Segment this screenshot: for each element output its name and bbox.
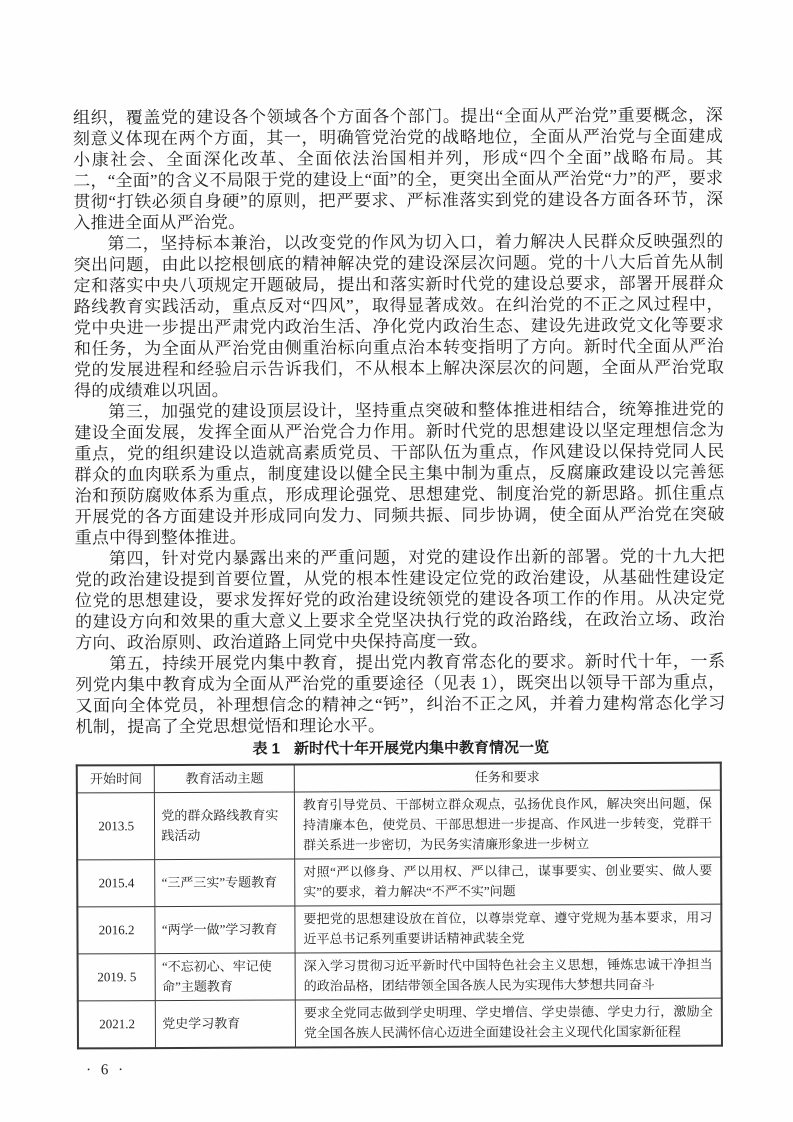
cell-tasks: 要求全党同志做到学史明理、学史增信、学史崇德、学史力行，激励全党全国各族人民满怀信心迈进全面建设社会主义现代化国家新征程 — [295, 998, 722, 1047]
table-row — [78, 998, 722, 1048]
cell-theme: “两学一做”学习教育 — [155, 906, 295, 954]
paragraph-5: 第五，持续开展党内集中教育，提出党内教育常态化的要求。新时代十年，一系列党内集中教育成为全面从严治党的重要途径（见表 1），既突出以领导干部为重点，又面向全体党员，补理想信念的精神之“钙”，纠治不正之风，并着力建构常态化学习机制，提高了全党思想觉悟和理论水平。 — [75, 651, 726, 737]
cell-start-time: 2021.2 — [78, 1001, 156, 1049]
cell-theme: “不忘初心、牢记使命”主题教育 — [155, 953, 295, 1001]
table-row — [77, 790, 721, 860]
page-number: · 6 · — [86, 1062, 127, 1079]
cell-start-time: 2015.4 — [77, 860, 155, 907]
cell-tasks: 深入学习贯彻习近平新时代中国特色社会主义思想，锤炼忠诚干净担当的政治品格，团结带领全国各族人民为实现伟大梦想共同奋斗 — [295, 951, 722, 1000]
cell-tasks: 要把党的思想建设放在首位，以尊崇党章、遵守党规为基本要求，用习近平总书记系列重要讲话精神武装全党 — [295, 904, 722, 953]
table-row — [77, 857, 721, 907]
table-row — [78, 951, 722, 1001]
paragraph-2: 第二，坚持标本兼治，以改变党的作风为切入口，着力解决人民群众反映强烈的突出问题，由此以挖根刨底的精神解决党的建设深层次问题。党的十八大后首先从制定和落实中央八项规定开题破局，提出和落实新时代党的建设总要求，部署开展群众路线教育实践活动，重点反对“四风”，取得显著成效。在纠治党的不正之风过程中，党中央进一步提出严肃党内政治生活、净化党内政治生态、建设先进政党文化等要求和任务，为全面从严治党由侧重治标向重点治本转变指明了方向。新时代全面从严治党的发展进程和经验启示告诉我们，不从根本上解决深层次的问题，全面从严治党取得的成绩难以巩固。 — [73, 231, 725, 401]
table-caption — [76, 738, 726, 760]
cell-theme: 党的群众路线教育实践活动 — [155, 792, 295, 860]
col-header-start-time: 开始时间 — [77, 765, 155, 793]
cell-theme: 党史学习教育 — [156, 1000, 296, 1048]
col-header-tasks: 任务和要求 — [294, 763, 721, 792]
cell-theme: “三严三实”专题教育 — [155, 859, 295, 907]
paragraph-4: 第四，针对党内暴露出来的严重问题，对党的建设作出新的部署。党的十九大把党的政治建设提到首要位置，从党的根本性建设定位党的政治建设，从基础性建设定位党的思想建设，要求发挥好党的政治建设统领党的建设各项工作的作用。从决定党的建设方向和效果的重大意义上要求全党坚决执行党的政治路线，在政治立场、政治方向、政治原则、政治道路上同党中央保持高度一致。 — [74, 546, 726, 653]
paragraph-3: 第三，加强党的建设顶层设计，坚持重点突破和整体推进相结合，统筹推进党的建设全面发展，发挥全面从严治党合力作用。新时代党的思想建设以坚定理想信念为重点，党的组织建设以造就高素质党员、干部队伍为重点，作风建设以保持党同人民群众的血肉联系为重点，制度建设以健全民主集中制为重点，反腐廉政建设以完善惩治和预防腐败体系为重点，形成理论强党、思想建党、制度治党的新思路。抓住重点开展党的各方面建设并形成同向发力、同频共振、同步协调，使全面从严治党在突破重点中得到整体推进。 — [74, 399, 725, 548]
table-caption-title: 新时代十年开展党内集中教育情况一览 — [293, 739, 549, 758]
table-caption-label: 表 1 — [252, 740, 280, 758]
col-header-theme: 教育活动主题 — [155, 764, 295, 792]
cell-start-time: 2019. 5 — [78, 954, 156, 1001]
page-content — [73, 105, 727, 1080]
paragraph-1: 组织，覆盖党的建设各个领域各个方面各个部门。提出“全面从严治党”重要概念，深刻意义体现在两个方面，其一，明确管党治党的战略地位，全面从严治党与全面建成小康社会、全面深化改革、全面依法治国相并列，形成“四个全面”战略布局。其二，“全面”的含义不局限于党的建设上“面”的全，更突出全面从严治党“力”的严，要求贯彻“打铁必须自身硬”的原则，把严要求、严标准落实到党的建设各方面各环节，深入推进全面从严治党。 — [72, 105, 724, 233]
cell-tasks: 教育引导党员、干部树立群众观点，弘扬优良作风，解决突出问题，保持清廉本色，使党员、干部思想进一步提高、作风进一步转变，党群干群关系进一步密切，为民务实清廉形象进一步树立 — [294, 790, 721, 859]
cell-start-time: 2013.5 — [77, 793, 155, 860]
table-row — [77, 904, 721, 954]
cell-tasks: 对照“严以修身、严以用权、严以律己，谋事要实、创业要实、做人要实”的要求，着力解决“不严不实”问题 — [295, 857, 722, 906]
cell-start-time: 2016.2 — [77, 907, 155, 954]
table-header-row — [77, 763, 721, 793]
education-campaigns-table — [76, 762, 723, 1050]
